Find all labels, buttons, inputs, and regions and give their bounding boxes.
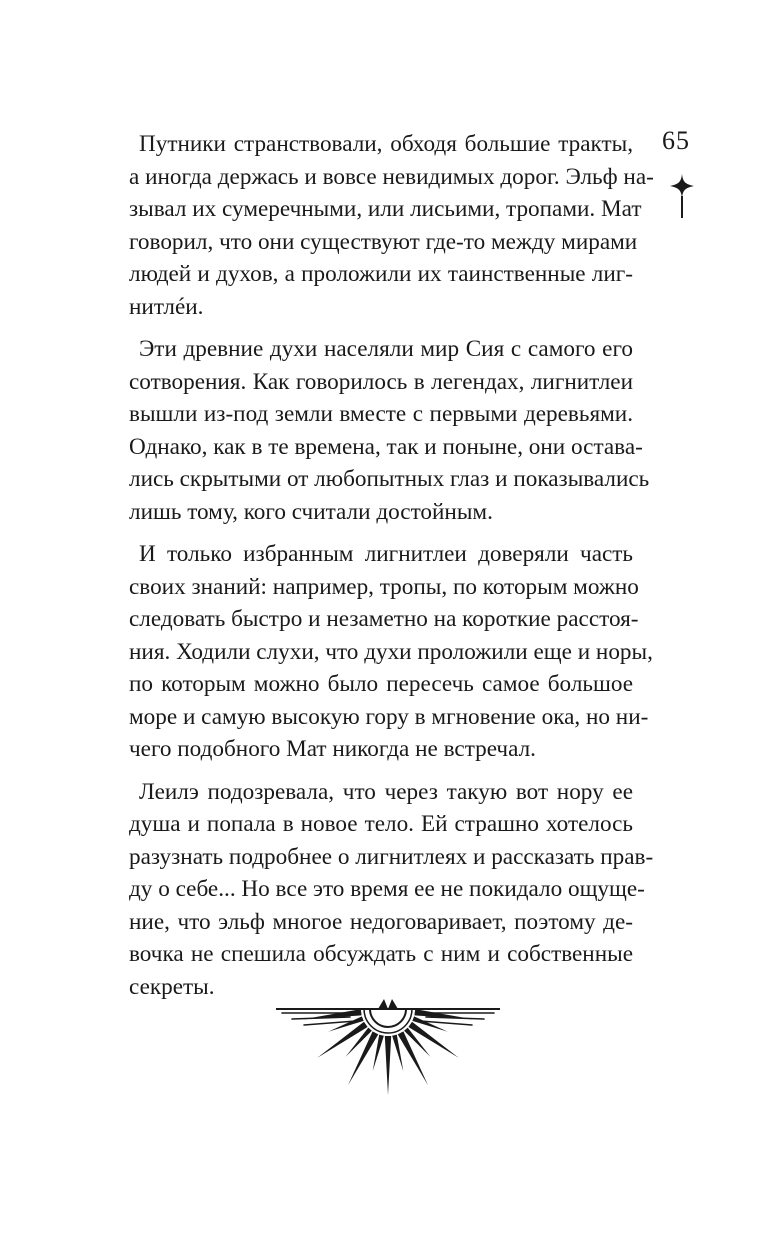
text-line: ния. Ходили слухи, что духи проложили еще и норы, (129, 638, 653, 665)
page-number: 65 (662, 126, 690, 155)
text-line: лись скрытыми от любопытных глаз и показывались (129, 466, 650, 492)
text-line: чего подобного Мат никогда не встречал. (129, 736, 536, 762)
text-line: И только избранным лигнитлеи доверяли часть (139, 541, 633, 567)
text-line: вышли из-под земли вместе с первыми деревьями. (129, 401, 633, 427)
text-line: своих знаний: например, тропы, по которым можно (129, 573, 639, 600)
paragraph (129, 128, 654, 323)
star-ornament-icon (668, 172, 696, 220)
text-line: зывал их сумеречными, или лисьими, тропами. Мат (129, 196, 642, 222)
text-line: нитлéи. (129, 293, 204, 320)
text-line: по которым можно было пересечь самое большое (129, 671, 633, 697)
sun-ornament-icon (274, 995, 502, 1095)
text-line: а иногда держась и вовсе невидимых дорог. Эльф на- (129, 163, 654, 190)
paragraph (129, 333, 650, 528)
text-line: вочка не спешила обсуждать с ним и собственные (129, 941, 633, 967)
text-line: секреты. (129, 973, 215, 1000)
text-line: лишь тому, кого считали достойным. (129, 498, 493, 525)
text-line: разузнать подробнее о лигнитлеях и рассказать прав- (129, 843, 654, 870)
text-line: Леилэ подозревала, что через такую вот нору ее (139, 778, 633, 805)
paragraph (129, 538, 653, 766)
text-line: Путники странствовали, обходя большие тракты, (139, 131, 633, 157)
text-line: Эти древние духи населяли мир Сия с самого его (139, 336, 633, 362)
text-line: людей и духов, а проложили их таинственные лиг- (129, 261, 633, 287)
text-line: Однако, как в те времена, так и поныне, они остава- (129, 433, 643, 460)
text-line: ние, что эльф многое недоговаривает, поэтому де- (129, 908, 633, 935)
text-line: говорил, что они существуют где-то между мирами (129, 228, 638, 255)
body-text (129, 128, 654, 1013)
paragraph (129, 776, 654, 1004)
text-line: сотворения. Как говорилось в легендах, лигнитлеи (129, 368, 633, 395)
text-line: следовать быстро и незаметно на короткие расстоя- (129, 606, 639, 632)
text-line: ду о себе... Но все это время ее не покидало ощуще- (129, 876, 645, 902)
text-line: душа и попала в новое тело. Ей страшно хотелось (129, 811, 633, 837)
text-line: море и самую высокую гору в мгновение ока, но ни- (129, 703, 649, 730)
